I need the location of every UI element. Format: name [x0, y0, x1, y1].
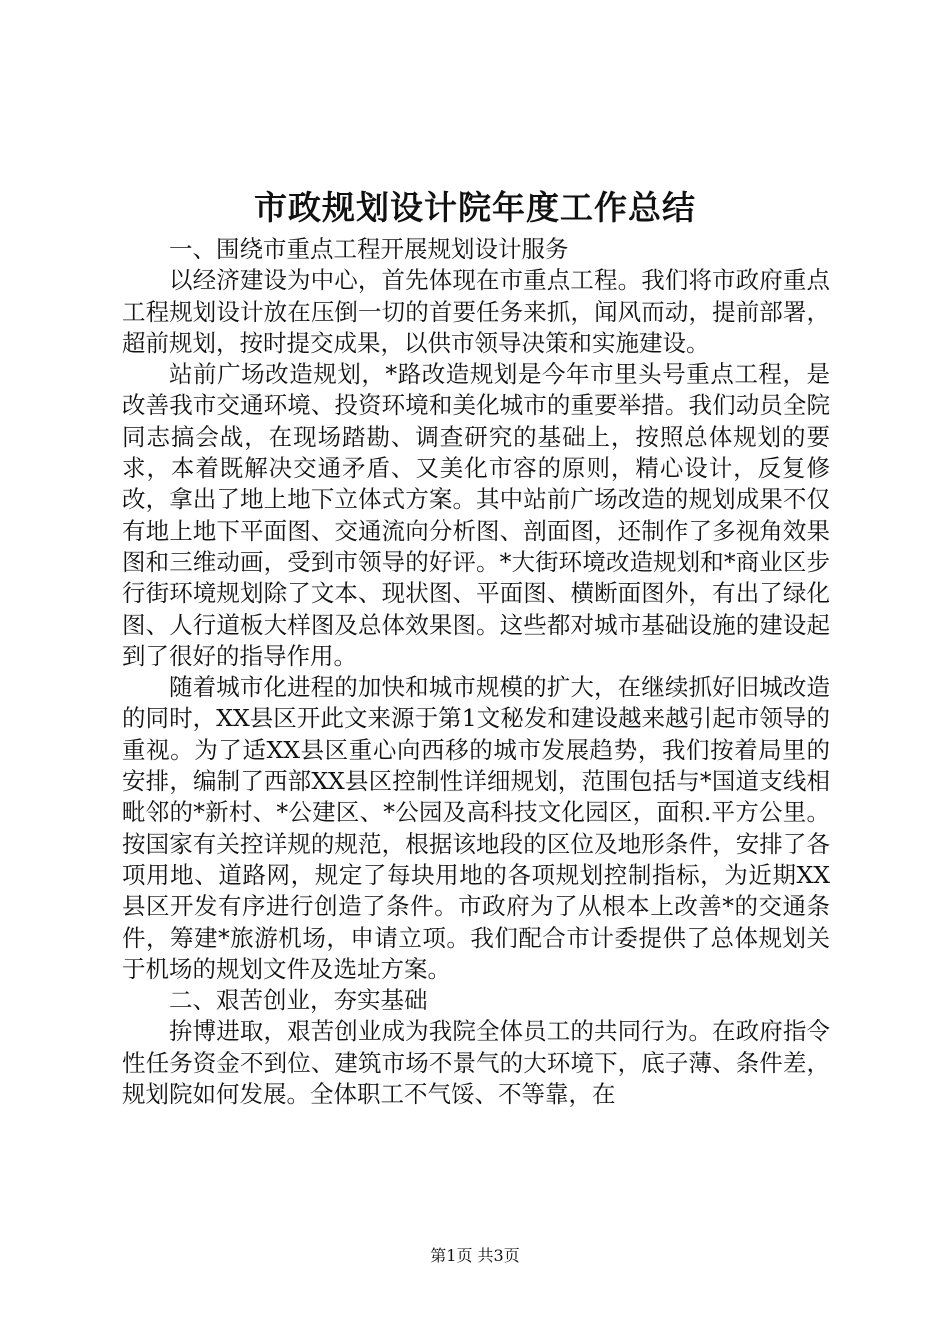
page-number-footer: 第1页 共3页 [430, 1246, 520, 1265]
paragraph-1: 以经济建设为中心，首先体现在市重点工程。我们将市政府重点工程规划设计放在压倒一切的首要任务来抓，闻风而动，提前部署，超前规划，按时提交成果，以供市领导决策和实施建设。 [122, 266, 830, 357]
section-heading-2: 二、艰苦创业，夯实基础 [169, 986, 428, 1015]
document-title: 市政规划设计院年度工作总结 [254, 188, 696, 227]
section-heading-1: 一、围绕市重点工程开展规划设计服务 [169, 235, 569, 263]
paragraph-4: 拚博进取，艰苦创业成为我院全体员工的共同行为。在政府指令性任务资金不到位、建筑市场不景气的大环境下，底子薄、条件差，规划院如何发展。全体职工不气馁、不等靠，在 [122, 1017, 830, 1109]
paragraph-2: 站前广场改造规划，*路改造规划是今年市里头号重点工程，是改善我市交通环境、投资环境和美化城市的重要举措。我们动员全院同志搞会战，在现场踏勘、调查研究的基础上，按照总体规划的要求，本着既解决交通矛盾、又美化市容的原则，精心设计，反复修改，拿出了地上地下立体式方案。其中站前广场改造的规划成果不仅有地上地下平面图、交通流向分析图、剖面图，还制作了多视角效果图和三维动画，受到市领导的好评。*大街环境改造规划和*商业区步行街环境规划除了文本、现状图、平面图、横断面图外，有出了绿化图、人行道板大样图及总体效果图。这些都对城市基础设施的建设起到了很好的指导作用。 [122, 360, 830, 670]
document-body [122, 234, 830, 1110]
paragraph-3: 随着城市化进程的加快和城市规模的扩大，在继续抓好旧城改造的同时，XX县区开此文来源于第1文秘发和建设越来越引起市领导的重视。为了适XX县区重心向西移的城市发展趋势，我们按着局里的安排，编制了西部XX县区控制性详细规划，范围包括与*国道支线相毗邻的*新村、*公建区、*公园及高科技文化园区，面积.平方公里。按国家有关控详规的规范，根据该地段的区位及地形条件，安排了各项用地、道路网，规定了每块用地的各项规划控制指标，为近期XX县区开发有序进行创造了条件。市政府为了从根本上改善*的交通条件，筹建*旅游机场，申请立项。我们配合市计委提供了总体规划关于机场的规划文件及选址方案。 [122, 673, 830, 983]
